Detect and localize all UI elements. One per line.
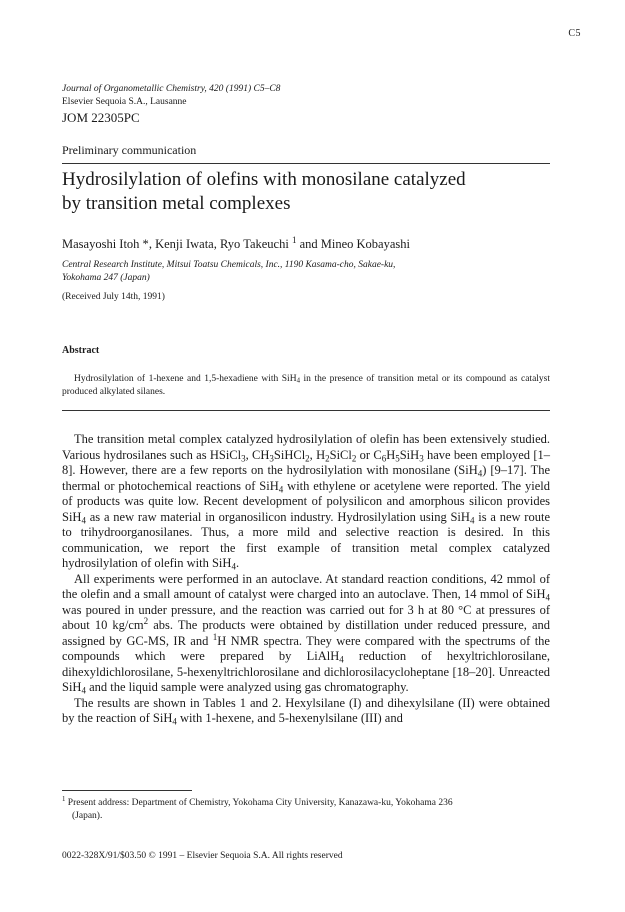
- footnote-line-1: Present address: Department of Chemistry, Yokohama City University, Kanazawa-ku, Yokohama 236: [65, 798, 453, 808]
- page-number: C5: [568, 28, 581, 39]
- footnote-marker: 1: [291, 234, 297, 245]
- affiliation-line-2: Yokohama 247 (Japan): [62, 273, 150, 283]
- footnote: [62, 797, 552, 823]
- title-line-1: Hydrosilylation of olefins with monosilane catalyzed: [62, 169, 466, 190]
- journal-citation: Journal of Organometallic Chemistry, 420 (1991) C5–C8: [62, 84, 281, 94]
- footnote-line-2: (Japan).: [72, 811, 103, 821]
- author-1: Masayoshi Itoh *: [62, 237, 149, 251]
- received-date: (Received July 14th, 1991): [62, 292, 165, 302]
- journal-code: JOM 22305PC: [62, 110, 140, 125]
- body-text: [62, 432, 550, 727]
- paragraph-2: All experiments were performed in an autoclave. At standard reaction conditions, 42 mmol of the olefin and a small amount of catalyst were charged into an autoclave. Then, 14 mmol of SiH$_4$ was poured in under pressure, and the reaction was carried out for 3 h at 80 °C at pressures of about 10 $kg/cm^2$ abs. The products were obtained by distillation under reduced pressure, and assigned by GC-MS, IR and $^1$H NMR spectra. They were compared with the spectrums of the compounds which were prepared by LiAlH$_4$ reduction of hexyltrichlorosilane, dihexyldichlorosilane, 5-hexenyltrichlorosilane and dichlorosilacycloheptane [18–20]. Unreacted SiH$_4$ and the liquid sample were analyzed using gas chromatography.: [62, 571, 551, 696]
- abstract-divider: [62, 410, 550, 411]
- author-3: and Mineo Kobayashi: [296, 237, 410, 251]
- journal-info: [62, 83, 280, 109]
- footnote-divider: [62, 790, 192, 791]
- title-line-2: by transition metal complexes: [62, 193, 291, 214]
- abstract-text: Hydrosilylation of 1-hexene and 1,5-hexadiene with SiH$_4$ in the presence of transition metal or its compound as catalyst produced alkylated silanes.: [62, 374, 551, 397]
- abstract-heading: Abstract: [62, 345, 100, 356]
- author-2: , Kenji Iwata, Ryo Takeuchi: [148, 237, 292, 251]
- section-label: Preliminary communication: [62, 143, 197, 157]
- affiliation: [62, 259, 562, 285]
- author-list: [62, 234, 410, 252]
- copyright-line: 0022-328X/91/$03.50 © 1991 – Elsevier Sequoia S.A. All rights reserved: [62, 851, 343, 861]
- header-divider: [62, 163, 550, 164]
- footnote-number: 1: [62, 795, 66, 803]
- paragraph-3: The results are shown in Tables 1 and 2. Hexylsilane (I) and dihexylsilane (II) were obtained by the reaction of SiH$_4$ with 1-hexene, and 5-hexenylsilane (III) and: [62, 695, 550, 727]
- affiliation-line-1: Central Research Institute, Mitsui Toatsu Chemicals, Inc., 1190 Kasama-cho, Sakae-ku,: [62, 260, 396, 270]
- paper-title: [62, 168, 562, 216]
- paragraph-1: The transition metal complex catalyzed hydrosilylation of olefin has been extensively studied. Various hydrosilanes such as HSiCl$_3$, $CH_3SiHCl_2$, $H_2SiCl_2$ or $C_6H_5SiH_3$ have been employed [1–8]. However, there are a few reports on the hydrosilylation with monosilane (SiH$_4$) [9–17]. The thermal or photochemical reactions of SiH$_4$ with ethylene or acetylene were reported. The yield of products was quite low. Recent development of polysilicon and amorphous silicon provides SiH$_4$ as a new raw material in organosilicon industry. Hydrosilylation using SiH$_4$ is a new route to trihydroorganosilanes. Thus, a more mild and selective reaction is desired. In this communication, we report the first example of transition metal complex catalyzed hydrosilylation of olefin with SiH$_4$.: [62, 432, 551, 572]
- journal-publisher: Elsevier Sequoia S.A., Lausanne: [62, 97, 187, 107]
